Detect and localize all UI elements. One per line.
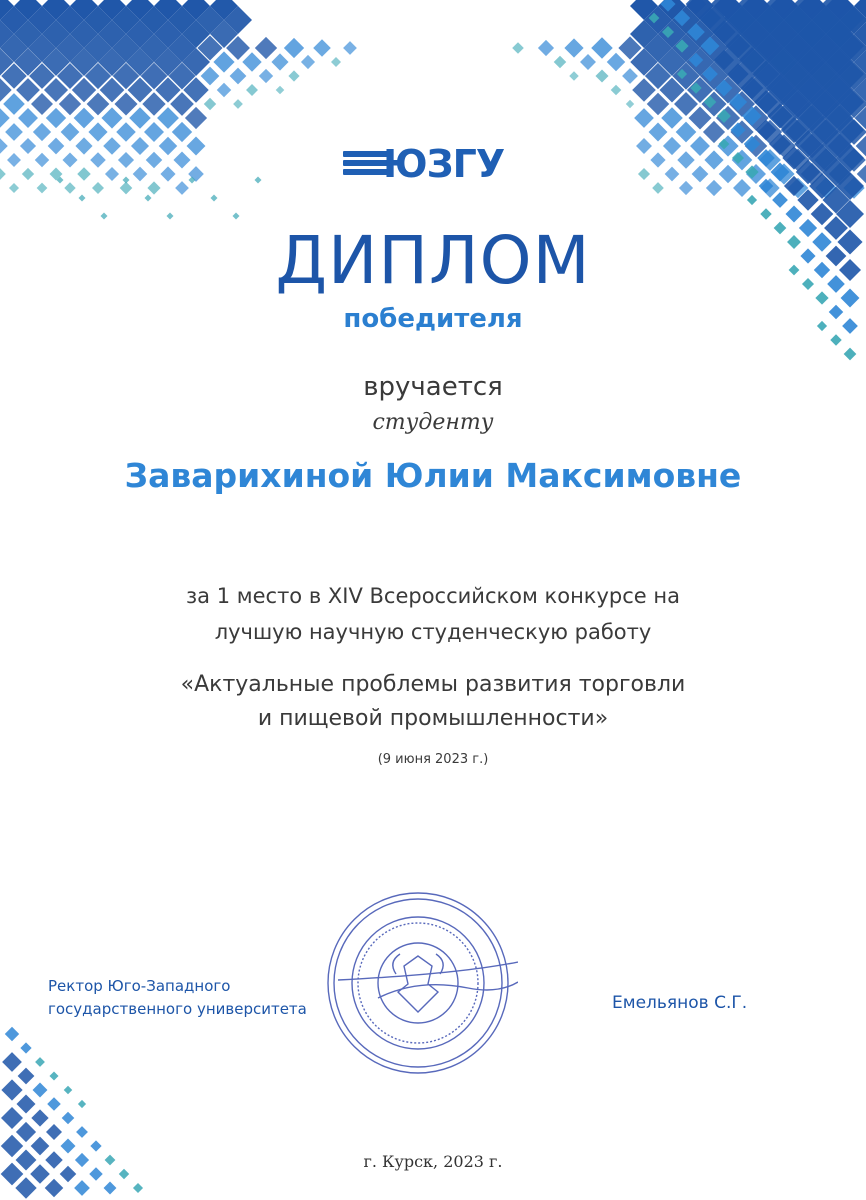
contest-topic-line: «Актуальные проблемы развития торговли bbox=[180, 672, 686, 697]
event-date: (9 июня 2023 г.) bbox=[377, 752, 489, 767]
diploma-subtitle: победителя bbox=[343, 304, 523, 334]
official-seal-stamp bbox=[318, 888, 518, 1078]
awarded-text: вручается bbox=[363, 372, 503, 402]
university-logo bbox=[343, 142, 519, 186]
recipient-name: Заварихиной Юлии Максимовне bbox=[124, 456, 742, 495]
award-reason-line: лучшую научную студенческую работу bbox=[214, 620, 652, 644]
rector-title-line: Ректор Юго-Западного bbox=[48, 977, 231, 995]
contest-topic-line: и пищевой промышленности» bbox=[257, 706, 609, 731]
diploma-title: ДИПЛОМ bbox=[275, 222, 591, 299]
award-reason-line: за 1 место в XIV Всероссийском конкурсе на bbox=[186, 584, 680, 608]
city-year: г. Курск, 2023 г. bbox=[363, 1152, 503, 1171]
signer-name: Емельянов С.Г. bbox=[612, 993, 748, 1013]
recipient-role: студенту bbox=[372, 410, 494, 435]
logo-text: ЮЗГУ bbox=[383, 142, 505, 186]
rector-title-line: государственного университета bbox=[48, 1000, 307, 1018]
